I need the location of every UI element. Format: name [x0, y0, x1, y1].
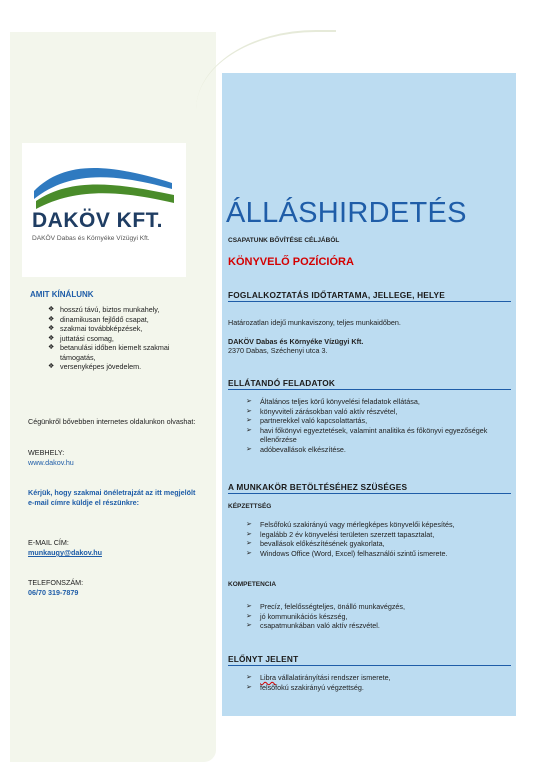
arrow-bullet-icon: ➢ [246, 521, 252, 528]
list-item: ➢ Felsőfokú szakirányú vagy mérlegképes könyvelői képesítés, [246, 520, 455, 529]
list-item: ➢ felsőfokú szakirányú végzettség. [246, 682, 364, 692]
education-list [246, 520, 516, 558]
advantage-heading: ELŐNYT JELENT [228, 654, 511, 666]
list-item: ❖ hosszú távú, biztos munkahely, [48, 305, 160, 314]
list-item: ❖ versenyképes jövedelem. [48, 362, 142, 371]
diamond-bullet-icon: ❖ [48, 306, 55, 313]
offer-title: AMIT KÍNÁLUNK [30, 290, 94, 299]
diamond-bullet-icon: ❖ [48, 325, 55, 332]
arrow-bullet-icon: ➢ [246, 445, 252, 453]
email-link[interactable]: munkaugy@dakov.hu [28, 548, 102, 557]
page-subtitle: CSAPATUNK BŐVÍTÉSE CÉLJÁBÓL [228, 237, 340, 244]
list-item: ➢ jó kommunikációs készség, [246, 611, 348, 621]
phone-label: TELEFONSZÁM: [28, 578, 84, 587]
arrow-bullet-icon: ➢ [246, 540, 252, 547]
list-item: ❖ szakmai továbbképzések, [48, 324, 143, 333]
arrow-bullet-icon: ➢ [246, 622, 252, 629]
request-text: Kérjük, hogy szakmai önéletrajzát az itt megjelölt e-mail címre küldje el részünkre: [28, 488, 196, 507]
advantage-list [246, 673, 516, 692]
diamond-bullet-icon: ❖ [48, 315, 55, 323]
list-item: ➢ havi főkönyvi egyeztetések, valamint analitika és főkönyvi egyezőségek ellenőrzése [246, 425, 488, 444]
employment-heading: FOGLALKOZTATÁS IDŐTARTAMA, JELLEGE, HELYE [228, 290, 511, 302]
diamond-bullet-icon: ❖ [48, 344, 55, 351]
competence-heading: KOMPETENCIA [228, 581, 277, 588]
diamond-bullet-icon: ❖ [48, 334, 55, 342]
email-label: E-MAIL CÍM: [28, 538, 69, 547]
logo-subtitle: DAKÖV Dabas és Környéke Vízügyi Kft. [32, 235, 150, 242]
list-item: ➢ partnerekkel való kapcsolattartás, [246, 416, 368, 425]
list-item: ➢ Libra vállalatirányítási rendszer ismerete, [246, 673, 391, 682]
sidebar-background [10, 32, 216, 762]
position-title: KÖNYVELŐ POZÍCIÓRA [228, 256, 354, 268]
info-text: Cégünkről bővebben internetes oldalunkon olvashat: [28, 417, 196, 426]
page-title: ÁLLÁSHIRDETÉS [226, 197, 467, 229]
tasks-heading: ELLÁTANDÓ FELADATOK [228, 378, 511, 390]
employment-text: Határozatlan idejű munkaviszony, teljes munkaidőben. [228, 318, 401, 327]
offer-list [48, 305, 198, 372]
list-item: ➢ bevallások előkészítésének gyakorlata, [246, 539, 385, 548]
list-item: ➢ Windows Office (Word, Excel) felhasználói szintű ismerete. [246, 548, 448, 558]
arrow-bullet-icon: ➢ [246, 426, 252, 434]
list-item: ➢ Precíz, felelősségteljes, önálló munkavégzés, [246, 602, 406, 611]
list-item: ➢ könyvviteli zárásokban való aktív részvétel, [246, 406, 398, 416]
tasks-list [246, 397, 516, 454]
arrow-bullet-icon: ➢ [246, 674, 252, 681]
arrow-bullet-icon: ➢ [246, 398, 252, 405]
competence-list [246, 602, 516, 631]
list-item: ➢ Általános teljes körű könyvelési feladatok ellátása, [246, 397, 420, 406]
arrow-bullet-icon: ➢ [246, 612, 252, 620]
list-item: ❖ juttatási csomag, [48, 333, 114, 343]
arrow-bullet-icon: ➢ [246, 530, 252, 538]
logo-name: DAKÖV KFT. [32, 209, 163, 232]
education-heading: KÉPZETTSÉG [228, 503, 272, 510]
list-item: ➢ legalább 2 év könyvelési területen szerzett tapasztalat, [246, 529, 435, 539]
requirements-heading: A MUNKAKÖR BETÖLTÉSÉHEZ SZÜSÉGES [228, 482, 511, 494]
web-label: WEBHELY: [28, 448, 65, 457]
company-logo [22, 143, 186, 277]
arrow-bullet-icon: ➢ [246, 417, 252, 424]
web-link[interactable]: www.dakov.hu [28, 458, 74, 467]
list-item: ❖ betanulási időben kiemelt szakmai támogatás, [48, 343, 170, 362]
diamond-bullet-icon: ❖ [48, 363, 55, 370]
company-name: DAKÖV Dabas és Környéke Vízügyi Kft. [228, 337, 364, 346]
arrow-bullet-icon: ➢ [246, 549, 252, 557]
phone-number: 06/70 319-7879 [28, 588, 79, 597]
list-item: ➢ adóbevallások elkészítése. [246, 444, 346, 454]
list-item: ➢ csapatmunkában való aktív részvétel. [246, 621, 380, 630]
company-address: 2370 Dabas, Széchenyi utca 3. [228, 346, 328, 355]
list-item: ❖ dinamikusan fejlődő csapat, [48, 314, 149, 324]
arrow-bullet-icon: ➢ [246, 603, 252, 610]
arrow-bullet-icon: ➢ [246, 683, 252, 691]
arrow-bullet-icon: ➢ [246, 407, 252, 415]
